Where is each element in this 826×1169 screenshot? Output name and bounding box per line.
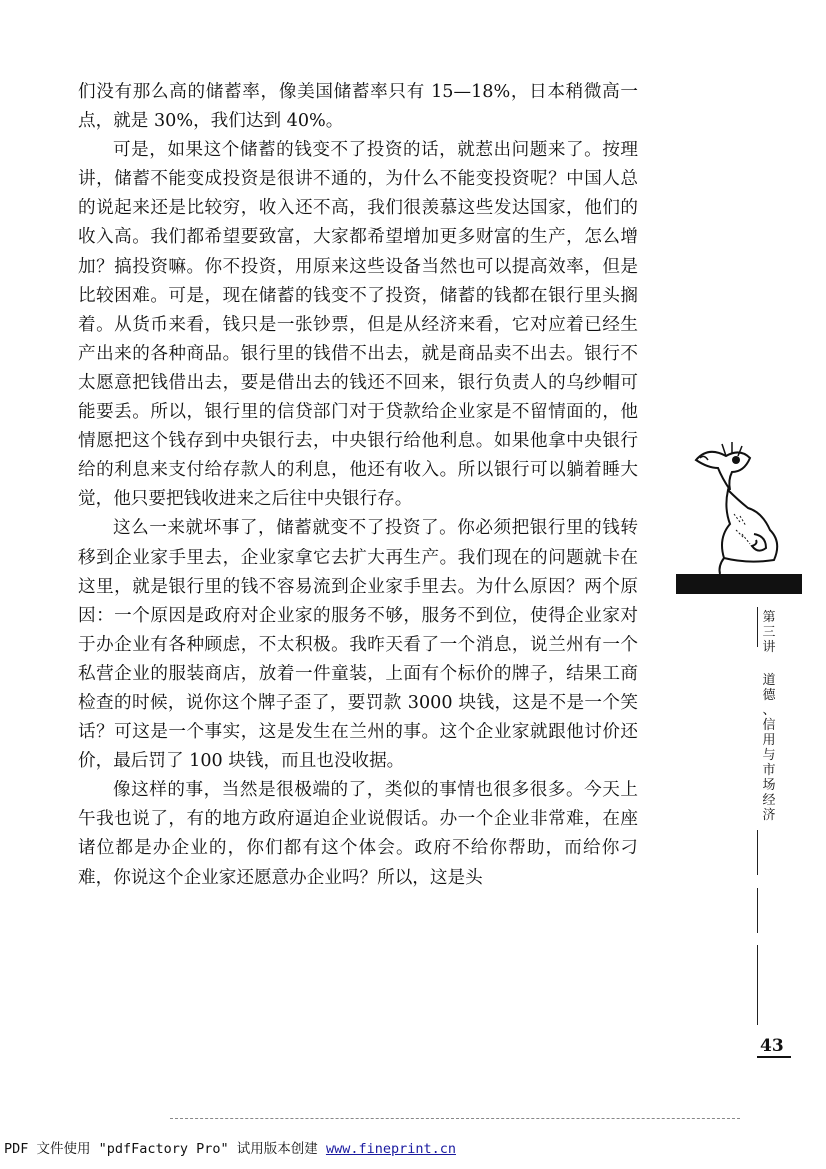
margin-rule <box>757 945 758 1025</box>
chapter-char: 用 <box>762 733 776 748</box>
chapter-gap <box>760 655 778 673</box>
page-number: 43 <box>760 1036 784 1056</box>
chapter-char: 讲 <box>762 640 776 655</box>
chapter-title-vertical <box>760 610 778 823</box>
paragraph-3: 这么一来就坏事了，储蓄就变不了投资了。你必须把银行里的钱转移到企业家手里去，企业家拿它去扩大再生产。我们现在的问题就卡在这里，就是银行里的钱不容易流到企业家手里去。为什么原因？两个原因：一个原因是政府对企业家的服务不够，服务不到位，使得企业家对于办企业有各种顾虑，不太积极。我昨天看了一个消息，说兰州有一个私营企业的服装商店，放着一件童装，上面有个标价的牌子，结果工商检查的时候，说你这个牌子歪了，要罚款 3000 块钱，这是不是一个笑话？可这是一个事实，这是发生在兰州的事。这个企业家就跟他讨价还价，最后罚了 100 块钱，而且也没收据。 <box>78 518 638 772</box>
chapter-char: 德 <box>762 688 776 703</box>
chapter-char: 道 <box>762 673 776 688</box>
margin-rule <box>757 888 758 933</box>
margin-rule <box>757 607 758 647</box>
paragraph-4: 像这样的事，当然是很极端的了，类似的事情也很多很多。今天上午我也说了，有的地方政府逼迫企业说假话。办一个企业非常难，在座诸位都是办企业的，你们都有这个体会。政府不给你帮助，而给你刁难，你说这个企业家还愿意办企业吗？所以，这是头 <box>78 780 638 888</box>
chapter-char: 三 <box>762 625 776 640</box>
margin-rule <box>757 830 758 875</box>
page-number-rule <box>757 1056 791 1058</box>
footer-text: PDF 文件使用 "pdfFactory Pro" 试用版本创建 <box>4 1141 326 1157</box>
paragraph-1: 们没有那么高的储蓄率，像美国储蓄率只有 15—18%，日本稍微高一点，就是 30%，我们达到 40%。 <box>78 82 638 132</box>
chapter-char: 经 <box>762 793 776 808</box>
chapter-char: 、 <box>762 703 776 718</box>
emblem-band <box>676 574 802 594</box>
chapter-char: 与 <box>762 748 776 763</box>
paragraph-2: 可是，如果这个储蓄的钱变不了投资的话，就惹出问题来了。按理讲，储蓄不能变成投资是很讲不通的，为什么不能变投资呢？中国人总的说起来还是比较穷，收入还不高，我们很羡慕这些发达国家，他们的收入高。我们都希望要致富，大家都希望增加更多财富的生产，怎么增加？搞投资嘛。你不投资，用原来这些设备当然也可以提高效率，但是比较困难。可是，现在储蓄的钱变不了投资，储蓄的钱都在银行里头搁着。从货币来看，钱只是一张钞票，但是从经济来看，它对应着已经生产出来的各种商品。银行里的钱借不出去，就是商品卖不出去。银行不太愿意把钱借出去，要是借出去的钱还不回来，银行负责人的乌纱帽可能要丢。所以，银行里的信贷部门对于贷款给企业家是不留情面的，他情愿把这个钱存到中央银行去，中央银行给他利息。如果他拿中央银行给的利息来支付给存款人的利息，他还有收入。所以银行可以躺着睡大觉，他只要把钱收进来之后往中央银行存。 <box>78 140 638 510</box>
chapter-char: 信 <box>762 718 776 733</box>
chapter-char: 场 <box>762 778 776 793</box>
pdf-footer <box>4 1137 456 1157</box>
chapter-char: 市 <box>762 763 776 778</box>
chapter-char: 第 <box>762 610 776 625</box>
footer-link[interactable]: www.fineprint.cn <box>325 1141 456 1157</box>
chapter-char: 济 <box>762 808 776 823</box>
bottom-rule <box>170 1118 740 1119</box>
body-text <box>78 78 638 893</box>
